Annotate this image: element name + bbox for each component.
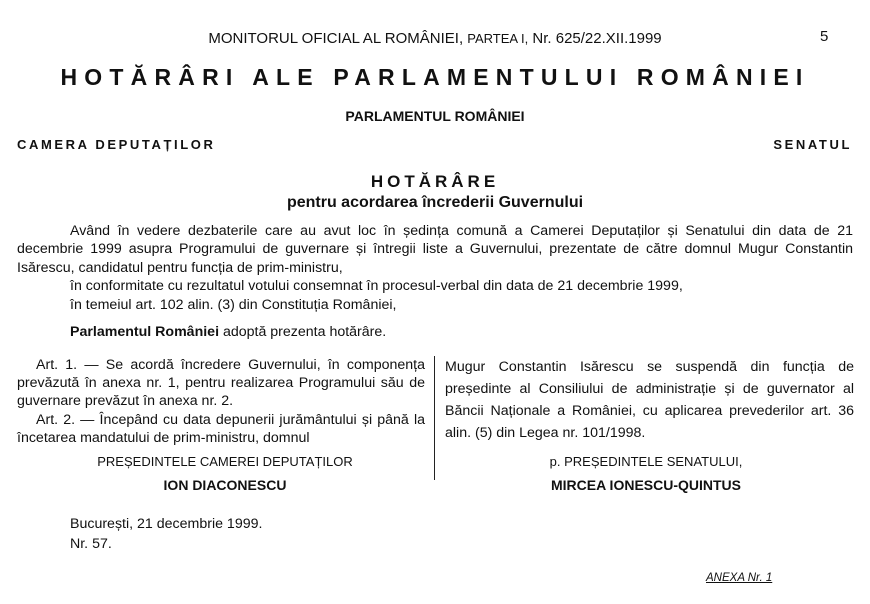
column-divider xyxy=(434,356,435,480)
decision-title: HOTĂRÂRE xyxy=(370,172,500,191)
articles-left-column xyxy=(17,356,425,447)
document-number: Nr. 57. xyxy=(70,536,112,552)
issuer-heading: PARLAMENTUL ROMÂNIEI xyxy=(345,108,525,124)
article-2-continuation: Mugur Constantin Isărescu se suspendă din funcția de președinte al Consiliului de administrație și de guvernator al Băncii Naționale a României, cu aplicarea prevederilor art. 36 alin. (5) din Legea nr. 101/1998. xyxy=(445,359,854,441)
section-title: HOTĂRÂRI ALE PARLAMENTULUI ROMÂNIEI xyxy=(60,64,810,90)
place-and-date-block xyxy=(70,514,262,554)
preamble-paragraph-2: în conformitate cu rezultatul votului consemnat în procesul-verbal din data de 21 decembrie 1999, xyxy=(70,278,683,295)
signature-right-role: p. PREȘEDINTELE SENATULUI, xyxy=(549,454,743,469)
preamble-paragraph-3: în temeiul art. 102 alin. (3) din Constituția României, xyxy=(70,296,397,313)
preamble xyxy=(17,222,853,314)
adoption-statement xyxy=(70,324,386,340)
articles-right-column xyxy=(445,356,854,444)
running-header xyxy=(0,30,870,47)
article-2-start: Art. 2. — Începând cu data depunerii jurământului și până la încetarea mandatului de prim-ministru, domnul xyxy=(17,411,425,446)
running-title-part: PARTEA I, xyxy=(467,31,529,46)
article-1: Art. 1. — Se acordă încredere Guvernului, în componența prevăzută în anexa nr. 1, pentru realizarea Programului său de guvernare prevăzut în anexa nr. 2. xyxy=(17,357,425,410)
decision-subtitle: pentru acordarea încrederii Guvernului xyxy=(286,194,584,211)
chamber-right: SENATUL xyxy=(773,137,852,152)
place-date: București, 21 decembrie 1999. xyxy=(70,516,263,532)
signature-right-name: MIRCEA IONESCU-QUINTUS xyxy=(550,477,742,493)
annex-label: ANEXA Nr. 1 xyxy=(706,572,773,584)
chamber-left: CAMERA DEPUTAȚILOR xyxy=(17,137,216,152)
running-title-number: Nr. 625/22.XII.1999 xyxy=(532,30,662,47)
preamble-paragraph-1: Având în vedere dezbaterile care au avut loc în ședința comună a Camerei Deputaților și Senatului din data de 21 decembrie 1999 asupra Programului de guvernare și întregii liste a Guvernului, prezentate de către domnul Mugur Constantin Isărescu, candidatul pentru funcția de prim-ministru, xyxy=(17,223,853,276)
page-number: 5 xyxy=(820,28,829,45)
signature-left-role: PREȘEDINTELE CAMEREI DEPUTAȚILOR xyxy=(97,454,353,469)
adoption-rest: adoptă prezenta hotărâre. xyxy=(219,324,387,340)
signature-left-name: ION DIACONESCU xyxy=(163,477,287,493)
running-title-main: MONITORUL OFICIAL AL ROMÂNIEI, xyxy=(208,30,464,47)
adoption-subject: Parlamentul României xyxy=(70,324,220,340)
